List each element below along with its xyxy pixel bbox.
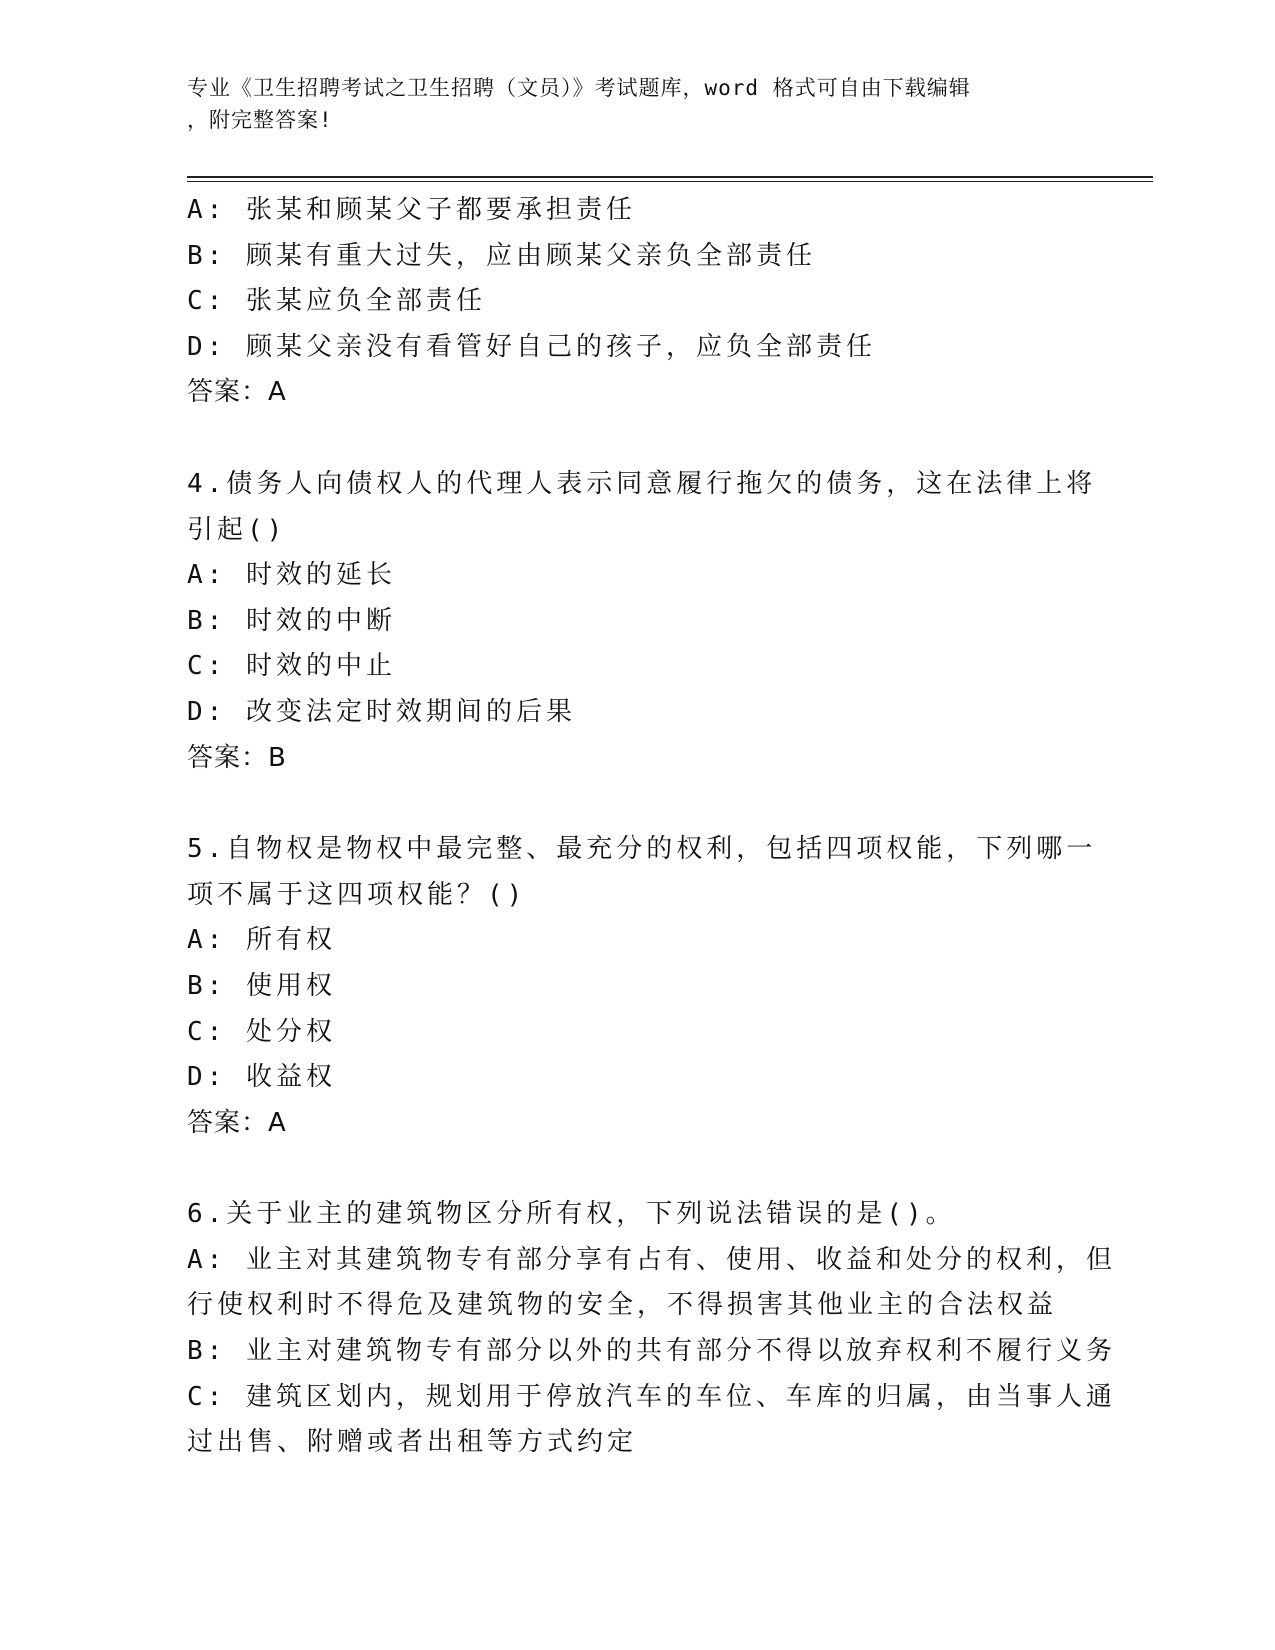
option-b: B: 业主对建筑物专有部分以外的共有部分不得以放弃权利不履行义务: [187, 1336, 1116, 1367]
answer-line: 答案：A: [187, 1107, 287, 1138]
document-header: [187, 72, 1067, 136]
option-a: A: 张某和顾某父子都要承担责任: [187, 195, 636, 225]
option-b: B: 使用权: [187, 970, 336, 1001]
header-title-line-2: ，附完整答案!: [187, 108, 333, 132]
question-3-partial: [187, 188, 1087, 416]
question-stem: 项不属于这四项权能？(): [187, 879, 527, 910]
answer-line: 答案：A: [187, 377, 287, 408]
option-d: D: 改变法定时效期间的后果: [187, 696, 576, 727]
spacer: [187, 416, 1087, 462]
option-a: A: 时效的延长: [187, 560, 396, 591]
option-c: C: 张某应负全部责任: [187, 286, 486, 317]
question-6: [187, 1192, 1116, 1466]
question-stem: 4.债务人向债权人的代理人表示同意履行拖欠的债务，这在法律上将: [187, 468, 1097, 499]
question-list: [187, 188, 1116, 1466]
question-5: [187, 827, 1097, 1146]
option-d: D: 收益权: [187, 1062, 336, 1093]
header-divider-thick: [187, 176, 1153, 178]
option-c: C: 处分权: [187, 1016, 336, 1047]
answer-line: 答案：B: [187, 742, 287, 773]
question-stem: 引起(): [187, 514, 287, 545]
header-title-line-1: 专业《卫生招聘考试之卫生招聘（文员）》考试题库，word 格式可自由下载编辑: [187, 76, 971, 100]
question-stem: 6.关于业主的建筑物区分所有权，下列说法错误的是()。: [187, 1199, 956, 1230]
option-c: C: 建筑区划内，规划用于停放汽车的车位、车库的归属，由当事人通: [187, 1381, 1116, 1412]
option-a: A: 所有权: [187, 925, 336, 956]
option-b: B: 时效的中断: [187, 605, 396, 636]
spacer: [187, 781, 1087, 827]
option-a: A: 业主对其建筑物专有部分享有占有、使用、收益和处分的权利，但: [187, 1244, 1116, 1275]
header-divider-thin: [187, 181, 1153, 182]
option-d: D: 顾某父亲没有看管好自己的孩子，应负全部责任: [187, 331, 876, 362]
question-stem: 5.自物权是物权中最完整、最充分的权利，包括四项权能，下列哪一: [187, 834, 1097, 865]
option-c: C: 时效的中止: [187, 651, 396, 682]
option-b: B: 顾某有重大过失，应由顾某父亲负全部责任: [187, 240, 816, 271]
spacer: [187, 1146, 1087, 1192]
question-4: [187, 462, 1097, 781]
option-a-continued: 行使权利时不得危及建筑物的安全，不得损害其他业主的合法权益: [187, 1290, 1058, 1321]
option-c-continued: 过出售、附赠或者出租等方式约定: [187, 1427, 638, 1458]
